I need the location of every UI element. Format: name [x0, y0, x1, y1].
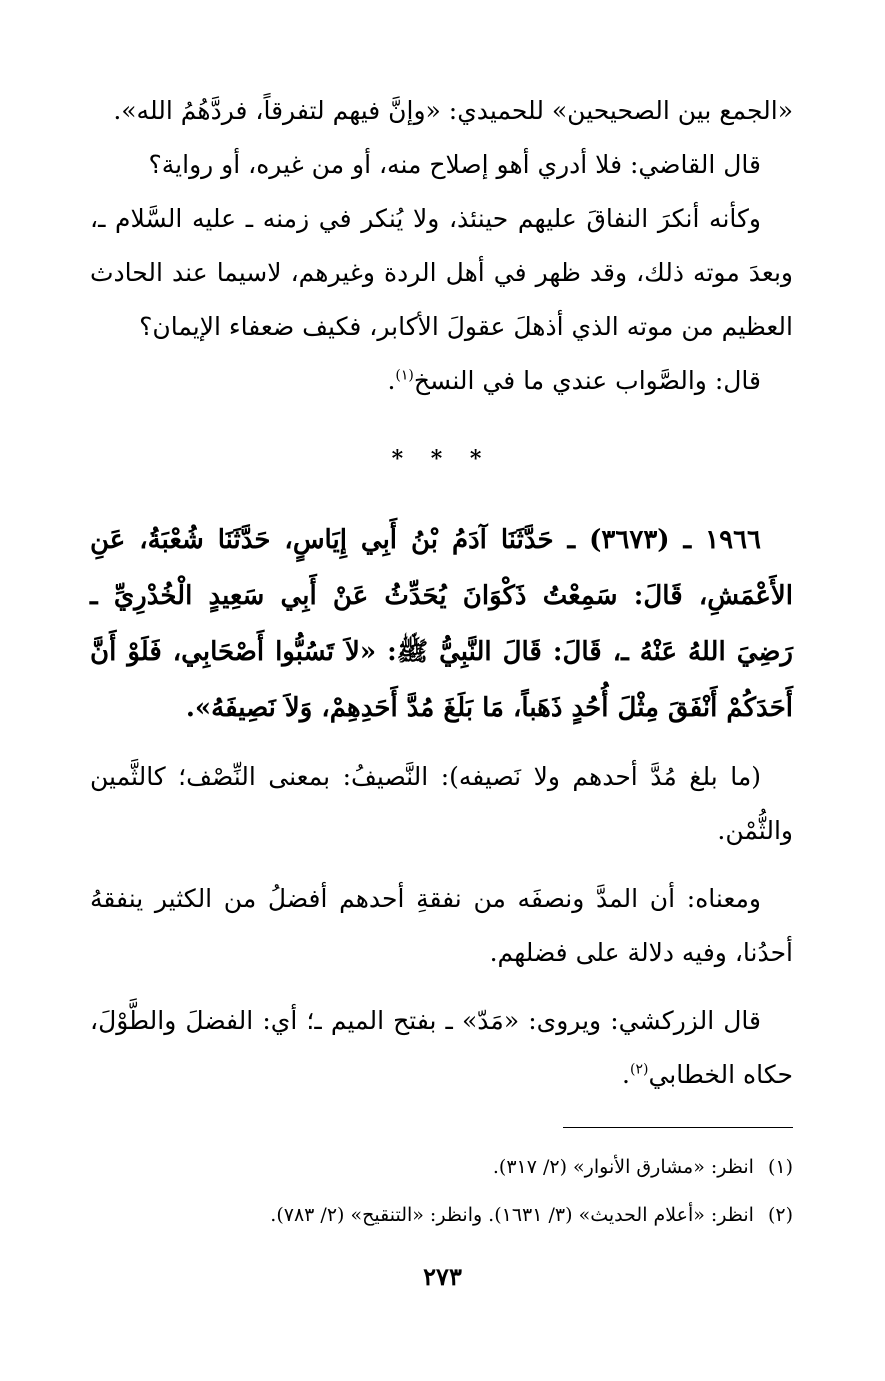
- main-text: [90, 84, 793, 1102]
- spacer: [90, 858, 793, 872]
- paragraph-zarkashi-end: .: [622, 1060, 630, 1089]
- footnote-divider: [563, 1127, 793, 1128]
- page-number: ٢٧٣: [423, 1262, 462, 1291]
- spacer: [90, 736, 793, 750]
- paragraph-nifaq: وكأنه أنكرَ النفاقَ عليهم حينئذ، ولا يُنكر في زمنه ـ عليه السَّلام ـ، وبعدَ موته ذلك، وقد ظهر في أهل الردة وغيرهم، لاسيما عند الحادث العظيم من موته الذي أذهلَ عقولَ الأكابر، فكيف ضعفاء الإيمان؟: [90, 204, 793, 341]
- paragraph-zarkashi: [90, 994, 793, 1102]
- footnote-number: (١): [767, 1156, 793, 1178]
- paragraph-qadi: قال القاضي: فلا أدري أهو إصلاح منه، أو من غيره، أو رواية؟: [148, 150, 761, 179]
- footnote-2: [90, 1194, 793, 1236]
- paragraph-sawab-text: قال: والصَّواب عندي ما في النسخ: [413, 366, 761, 395]
- section-separator: * * *: [391, 446, 492, 472]
- paragraph-zarkashi-text: قال الزركشي: ويروى: «مَدّ» ـ بفتح الميم ـ؛ أي: الفضلَ والطَّوْلَ، حكاه الخطابي: [90, 1006, 793, 1089]
- paragraph-nasif: (ما بلغ مُدَّ أحدهم ولا نَصيفه): النَّصيفُ: بمعنى النِّصْف؛ كالثَّمين والثُّمْن.: [90, 762, 793, 845]
- paragraph-sawab: [90, 354, 793, 408]
- footnote-number: (٢): [767, 1204, 793, 1226]
- footnote-ref-1[interactable]: (١): [395, 367, 414, 384]
- footnote-text: انظر: «مشارق الأنوار» (٢/ ٣١٧).: [492, 1156, 754, 1178]
- footnote-1: [90, 1146, 793, 1188]
- paragraph-sawab-end: .: [387, 366, 396, 395]
- footnote-ref-2[interactable]: (٢): [629, 1061, 649, 1078]
- spacer: [90, 980, 793, 994]
- hadith-text: ١٩٦٦ ـ (٣٦٧٣) ـ حَدَّثَنَا آدَمُ بْنُ أَبِي إِيَاسٍ، حَدَّثَنَا شُعْبَةُ، عَنِ الأَعْمَشِ، قَالَ: سَمِعْتُ ذَكْوَانَ يُحَدِّثُ عَنْ أَبِي سَعِيدٍ الْخُدْرِيِّ ـ رَضِيَ اللهُ عَنْهُ ـ، قَالَ: قَالَ النَّبِيُّ ﷺ: «لاَ تَسُبُّوا أَصْحَابِي، فَلَوْ أَنَّ أَحَدَكُمْ أَنْفَقَ مِثْلَ أُحُدٍ ذَهَباً، مَا بَلَغَ مُدَّ أَحَدِهِمْ، وَلاَ نَصِيفَهُ».: [90, 525, 793, 723]
- paragraph-maanahu: ومعناه: أن المدَّ ونصفَه من نفقةِ أحدهم أفضلُ من الكثير ينفقهُ أحدُنا، وفيه دلالة على فضلهم.: [90, 884, 793, 967]
- footnotes: [90, 1146, 793, 1242]
- paragraph-quote: «الجمع بين الصحيحين» للحميدي: «وإنَّ فيهم لتفرقاً، فردَّهُمُ الله».: [113, 96, 793, 125]
- footnote-text: انظر: «أعلام الحديث» (٣/ ١٦٣١). وانظر: «التنقيح» (٢/ ٧٨٣).: [270, 1204, 754, 1226]
